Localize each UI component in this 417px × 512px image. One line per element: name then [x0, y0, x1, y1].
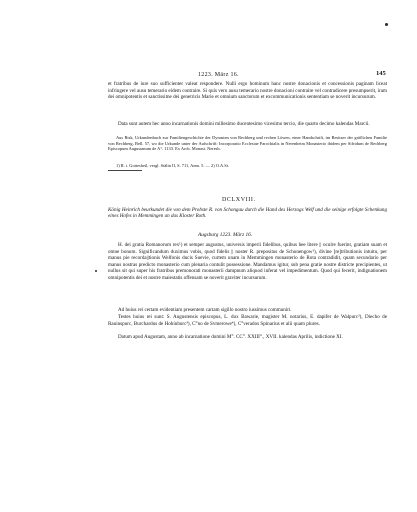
document-summary: König Heinrich beurkundet die von dem Probste R. von Schongau durch die Hand des Herzogs Welf und die seinige erfolgte Schenkung eines Hofes in Memmingen an das Kloster Roth.	[108, 207, 387, 220]
scan-speck	[385, 23, 388, 26]
prev-body-paragraph: et fratribus de iure suo sufficienter valeat respondere. Nulli ergo hominum hanc nostre donacionis et concessionis paginam liceat infringere vel ausu temerario eidem contraire. Si quis vero ausu temerario nostre donacioni contraire vel contradicere presumpserit, iram dei omnipotentis et sanctissime dei genetricis Marie et omnium sanctorum et excommunicationis sententiam se noverit incursurum.	[108, 81, 387, 101]
scan-speck	[95, 270, 97, 272]
document-dateline: Augsburg 1223. März 16.	[198, 232, 253, 238]
document-number: DCLXVIII.	[222, 197, 256, 203]
dating-clause-paragraph: Datum apud Augustam, anno ab incarnatione domini M°. CC°. XXIII°., XVII. kalendas Aprilis, indictione XI.	[118, 334, 343, 340]
footnote: 1) R. i. Gottesheil, vergl. Stälin II, S. 711, Anm. 5. — 2) O.A.St.	[116, 163, 230, 168]
source-note: Aus Risk, Urkundenbuch zur Familiengeschichte der Dynasten von Rechberg und rechen Löwen, einer Handschrift, im Besitzer der gräflichen Familie von Rechberg, Bell. 57, wo die Urkunde unter der Aufschrift: Incorporatio Ecclesiae Parochialis in Nerenheim Monasterio ibidem per Sifridum de Rechberg Episcopum Augustanum de A°. 1133. Ex Arch. Monast. Neresh.	[108, 135, 387, 152]
prev-dating-paragraph: Data sunt autem hec anno incarnationis domini millesimo ducentesimo vicesimo tercio, die quarto decimo kalendas Marcii.	[118, 121, 370, 127]
charter-text-paragraph: H. dei gratia Romanorum rex¹) et semper augustus, universis imperii fidelibus, quibus hee litere || oculre fuerint, gratiam suam et omne bonum. Significandum duximus vobis, quod fidelis || noster R. prepositus de Schonengow¹), divine [re]tributionis intuitu, per manus pie recorda||tionis Welfonis ducis Suevie, curtem unam in Memmingen monasterio de Rota contradidit, quam secundario per manus nostras predicto monasterio cum plenaria contulit possessione. Mandamus igitur, sub pena gratie nostre districte precipientes, ut nullus sit qui super his fratribus premonorati monasterii dampnum aliquod inferat vel impedimentum. Quod qui fecerit, indignationem omnipotentis dei et nostre maiestatis offensam se noverit graviter incursurum.	[108, 242, 387, 281]
footnote-rule	[108, 170, 142, 171]
running-head: 1223. März 16.	[198, 72, 239, 78]
witness-list-paragraph: Testes huius rei sunt: S. Augustensis episcopus, L. dux Bawarie, magister M. notarius, E. dapifer de Walpurc²), Diecho de Rauinspurc, Burchardus de Hohinburc³), C°no de Svmerowe⁴), C°verados Spinarius et alii quam plures.	[108, 314, 387, 327]
page-number: 145	[376, 70, 386, 77]
corroboration-paragraph: Ad huius rei certam evidentiam presentem cartam sigillo nostro iussimus communiri.	[118, 307, 292, 313]
